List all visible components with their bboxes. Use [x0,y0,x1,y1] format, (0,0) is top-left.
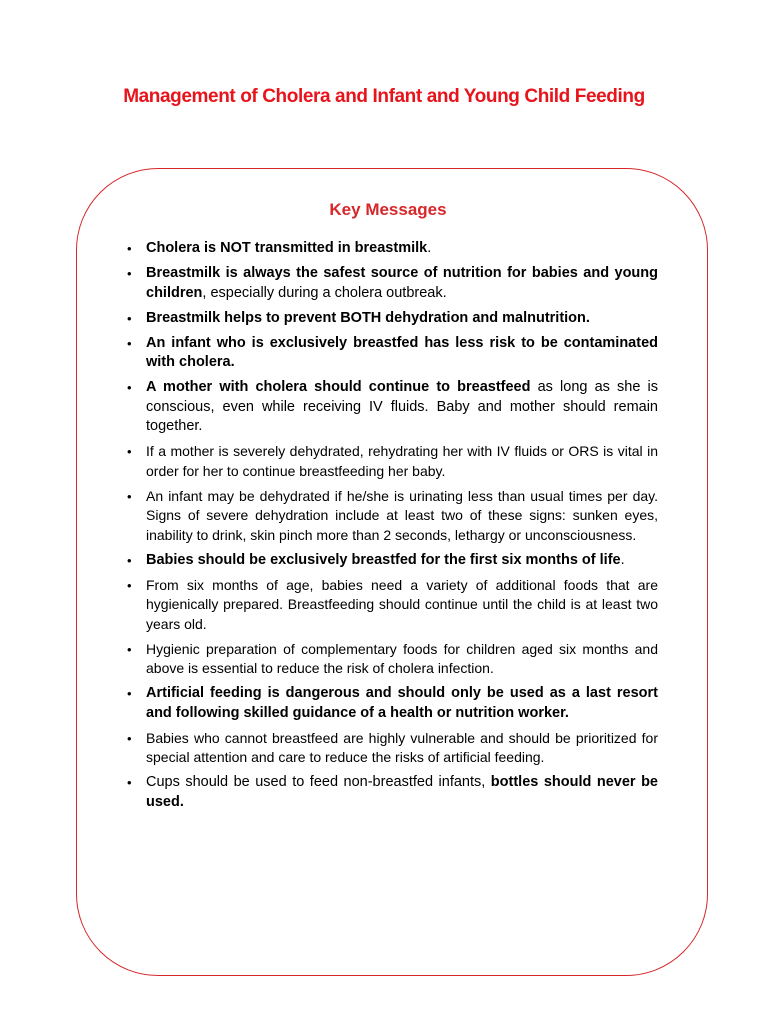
bullet-icon: • [127,241,132,256]
bullet-icon: • [127,552,132,568]
key-messages-list [124,239,658,818]
bullet-icon: • [127,730,132,746]
key-messages-heading: Key Messages [329,200,447,219]
list-item: • Hygienic preparation of complementary foods for children aged six months and above is essential to reduce the risk of cholera infection. [127,640,658,676]
bullet-icon: • [127,310,132,326]
list-item: • From six months of age, babies need a variety of additional foods that are hygienically prepared. Breastfeeding should continue until the child is at least two years old. [127,576,658,632]
list-item: • Babies should be exclusively breastfed for the first six months of life. [124,551,658,571]
page-title: Management of Cholera and Infant and Young Child Feeding [123,86,645,107]
list-item: • Cholera is NOT transmitted in breastmilk. [124,239,658,259]
list-item: • If a mother is severely dehydrated, rehydrating her with IV fluids or ORS is vital in order for her to continue breastfeeding her baby. [127,443,658,479]
bullet-icon: • [127,335,132,351]
bullet-icon: • [127,488,132,504]
list-item: • Breastmilk helps to prevent BOTH dehydration and malnutrition. [124,309,658,329]
bullet-icon: • [127,775,132,790]
bullet-icon: • [127,380,132,395]
list-item: • Breastmilk is always the safest source of nutrition for babies and young children, especially during a cholera outbreak. [127,265,658,301]
list-item: • An infant who is exclusively breastfed has less risk to be contaminated with cholera. [127,334,658,370]
bullet-icon: • [127,577,132,593]
list-item: • An infant may be dehydrated if he/she is urinating less than usual times per day. Signs of severe dehydration include at least two of these signs: sunken eyes, inability to drink, skin pinch more than 2 seconds, lethargy or unconsciousness. [127,487,658,543]
list-item: • Cups should be used to feed non-breastfed infants, bottles should never be used. [127,774,658,810]
bullet-icon: • [127,686,132,701]
list-item: • Artificial feeding is dangerous and should only be used as a last resort and following skilled guidance of a health or nutrition worker. [127,685,658,721]
list-item: • Babies who cannot breastfeed are highly vulnerable and should be prioritized for special attention and care to reduce the risks of artificial feeding. [127,729,658,765]
bullet-icon: • [127,641,132,657]
bullet-icon: • [127,266,132,281]
bullet-icon: • [127,444,132,459]
list-item: • A mother with cholera should continue to breastfeed as long as she is conscious, even while receiving IV fluids. Baby and mother should remain together. [127,379,658,434]
